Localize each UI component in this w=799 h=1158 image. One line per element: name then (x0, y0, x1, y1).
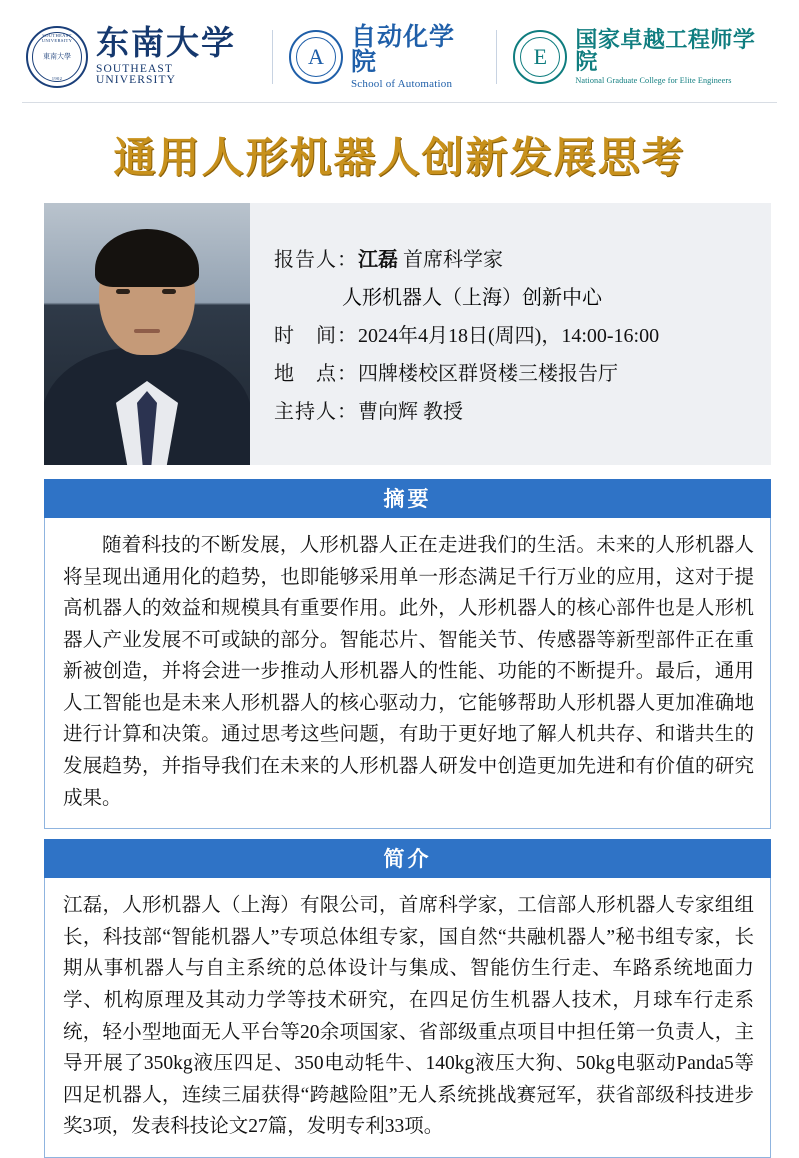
speaker-line (274, 246, 753, 275)
portrait-mouth (134, 329, 160, 333)
logo-bar (22, 18, 777, 96)
university-seal-icon (26, 26, 88, 88)
time-label: 时 间： (274, 324, 358, 347)
college-name (575, 26, 777, 85)
school-icon-ring (296, 37, 336, 77)
abstract-text: 随着科技的不断发展，人形机器人正在走进我们的生活。未来的人形机器人将呈现出通用化的趋势，也即能够采用单一形态满足千行万业的应用，这对于提高机器人的效益和规模具有重要作用。此外，人形机器人的核心部件也是人形机器人产业发展不可或缺的部分。智能芯片、智能关节、传感器等新型部件正在重新被创造，并将会进一步推动人形机器人的性能、功能的不断提升。最后，通用人工智能也是未来人形机器人的核心驱动力，它能够帮助人形机器人更加准确地进行计算和决策。通过思考这些问题，有助于更好地了解人机共存、和谐共生的发展趋势，并指导我们在未来的人形机器人研发中创造更加先进和有价值的研究成果。 (63, 535, 754, 809)
university-logo-group (26, 26, 256, 88)
time-line (274, 322, 753, 351)
school-name (351, 25, 480, 90)
place-line (274, 360, 753, 389)
speaker-portrait (44, 203, 250, 465)
college-logo-group (513, 26, 777, 85)
university-name-en: SOUTHEAST UNIVERSITY (96, 62, 176, 86)
school-logo-group (289, 25, 480, 90)
abstract-panel (44, 518, 771, 829)
seal-center-text: 東南大學 (43, 52, 71, 61)
university-name-cn: 东南大学 (96, 25, 236, 62)
elite-engineers-college-icon (513, 30, 567, 84)
bio-heading: 简介 (44, 839, 771, 878)
talk-details (250, 203, 771, 465)
host-label: 主持人： (274, 400, 358, 423)
host-line (274, 398, 753, 427)
portrait-eye-right (162, 289, 176, 294)
portrait-hair (95, 229, 199, 287)
school-name-en: School of Automation (350, 77, 453, 90)
college-name-cn: 国家卓越工程师学院 (575, 26, 756, 74)
speaker-role: 首席科学家 (403, 248, 503, 271)
logo-divider-1 (272, 30, 273, 84)
host-value: 曹向辉 教授 (358, 400, 463, 423)
header-divider (22, 102, 777, 103)
bio-panel (44, 878, 771, 1158)
speaker-name: 江磊 (358, 248, 398, 271)
speaker-info-row (44, 203, 771, 465)
place-value: 四牌楼校区群贤楼三楼报告厅 (358, 362, 618, 385)
speaker-organization: 人形机器人（上海）创新中心 (342, 286, 602, 309)
page-title: 通用人形机器人创新发展思考 (113, 136, 686, 182)
logo-divider-2 (496, 30, 497, 84)
bio-text: 江磊，人形机器人（上海）有限公司，首席科学家，工信部人形机器人专家组组长，科技部“智能机器人”专项总体组专家，国自然“共融机器人”秘书组专家，长期从事机器人与自主系统的总体设计与集成、智能仿生行走、车路系统地面力学、机构原理及其动力学等技术研究，在四足仿生机器人技术，月球车行走系统，轻小型地面无人平台等20余项国家、省部级重点项目中担任第一负责人，主导开展了350kg液压四足、350电动牦牛、140kg液压大狗、50kg电驱动Panda5等四足机器人，连续三届获得“跨越险阻”无人系统挑战赛冠军，获省部级科技进步奖3项，发表科技论文27篇，发明专利33项。 (63, 895, 754, 1138)
portrait-eye-left (116, 289, 130, 294)
seal-ring-bottom-text: 1902 (51, 76, 63, 81)
speaker-label: 报告人： (274, 248, 358, 271)
seal-ring-top-text: SOUTHEAST UNIVERSITY (41, 33, 73, 43)
place-label: 地 点： (274, 362, 358, 385)
school-automation-icon (289, 30, 343, 84)
school-icon-glyph: A (308, 44, 324, 69)
college-name-en: National Graduate College for Elite Engineers (575, 75, 732, 85)
college-icon-glyph: E (533, 43, 548, 69)
college-icon-ring (520, 37, 560, 77)
university-name (96, 25, 256, 87)
abstract-heading: 摘要 (44, 479, 771, 518)
time-value: 2024年4月18日(周四)，14:00-16:00 (358, 324, 660, 347)
school-name-cn: 自动化学院 (350, 23, 455, 76)
